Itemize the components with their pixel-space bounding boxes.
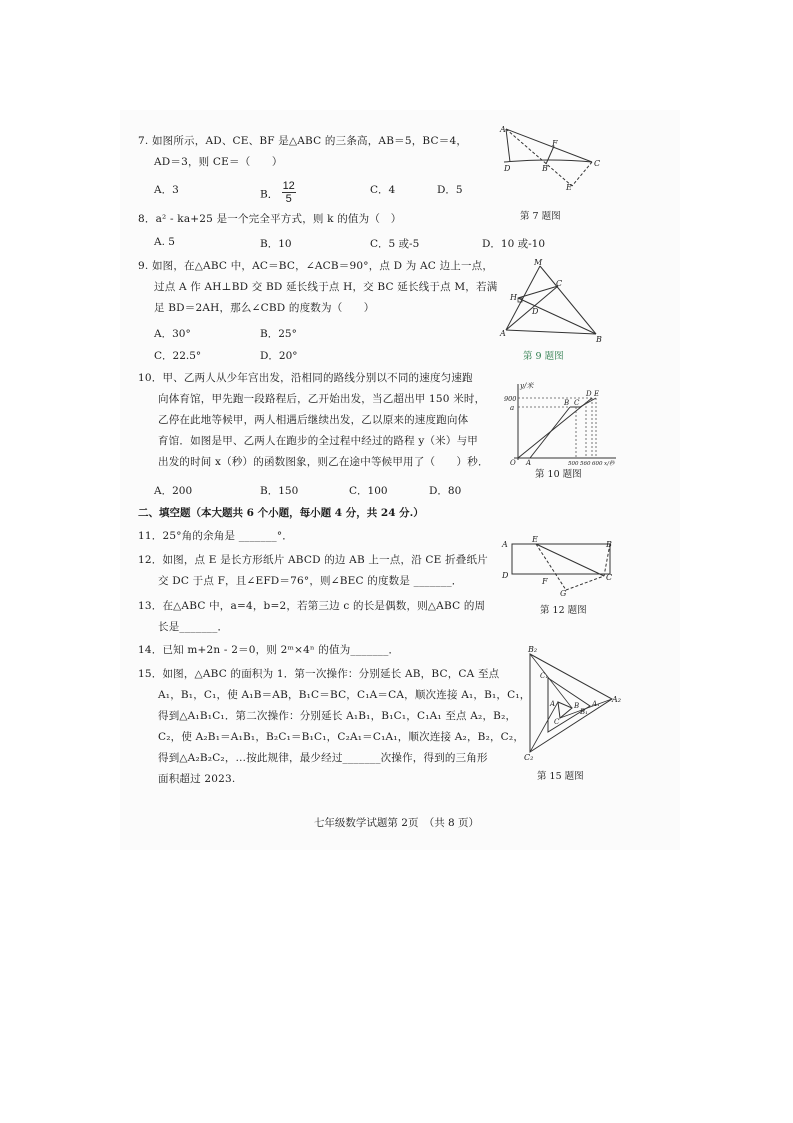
question-15-line-1: 15．如图，△ABC 的面积为 1．第一次操作：分别延长 AB，BC，CA 至点: [138, 668, 500, 680]
fig15-label-a: A: [550, 700, 556, 708]
option-d: D．5: [437, 184, 463, 196]
question-10-line-2: 向体育馆，甲先跑一段路程后，乙开始出发，当乙超出甲 150 米时，: [158, 393, 486, 405]
fig10-label-d: D: [586, 390, 592, 398]
figure-15-caption: 第 15 题图: [537, 771, 584, 782]
option-b-label: B．: [260, 188, 279, 201]
question-9-line-2: 过点 A 作 AH⊥BD 交 BD 延长线于点 H，交 BC 延长线于点 M，若满: [154, 281, 498, 293]
fig10-label-e: E: [594, 390, 600, 398]
option-d: D．10 或-10: [482, 238, 546, 250]
fig10-label-560: 560: [580, 461, 591, 467]
fig12-label-f: F: [542, 577, 548, 586]
figure-10: [504, 380, 622, 466]
question-15: [138, 664, 530, 790]
question-11-line-1: 11．25°角的余角是 _______°．: [138, 530, 294, 542]
fig7-label-b: B: [542, 164, 548, 173]
option-b: [260, 182, 296, 207]
question-8-line-1: 8．a² - ka+25 是一个完全平方式，则 k 的值为（ ）: [138, 213, 402, 225]
option-a: A. 5: [154, 236, 175, 248]
fig10-label-500: 500: [568, 461, 579, 467]
question-14: [138, 640, 399, 661]
question-15-line-3: 得到△A₁B₁C₁．第二次操作：分别延长 A₁B₁，B₁C₁，C₁A₁ 至点 A₂，B₂，: [158, 710, 517, 722]
fig9-label-m: M: [534, 258, 543, 267]
figure-9-caption: 第 9 题图: [523, 351, 564, 362]
fig9-label-a: A: [500, 329, 506, 338]
option-c: C．4: [370, 184, 396, 196]
question-10-line-5: 出发的时间 x（秒）的函数图象，则乙在途中等候甲用了（ ）秒．: [158, 456, 489, 468]
fraction-denominator: 5: [285, 193, 292, 205]
figure-12-caption: 第 12 题图: [540, 605, 587, 616]
question-7-line-1: 7. 如图所示，AD、CE、BF 是△ABC 的三条高，AB＝5，BC＝4，: [138, 135, 468, 147]
fig12-label-b: B: [606, 540, 612, 549]
fraction-numerator: 12: [282, 180, 295, 192]
fig15-label-c2: C₂: [524, 753, 534, 762]
figure-12: [498, 534, 618, 596]
question-9: [138, 256, 497, 319]
question-15-line-4: C₂，使 A₂B₁＝A₁B₁，B₂C₁＝B₁C₁，C₂A₁＝C₁A₁，顺次连接 A₂，B₂，C₂，: [158, 731, 525, 743]
fig15-label-b2: B₂: [528, 645, 538, 654]
fig7-label-d: D: [504, 164, 511, 173]
option-c: C．100: [349, 485, 388, 497]
page-footer: 七年级数学试题第 2页 （共 8 页）: [313, 817, 480, 829]
question-12-line-1: 12．如图，点 E 是长方形纸片 ABCD 的边 AB 上一点，沿 CE 折叠纸片: [138, 554, 488, 566]
fig15-label-a1: A₁: [592, 700, 600, 708]
question-15-line-5: 得到△A₂B₂C₂，…按此规律，最少经过_______次操作，得到的三角形: [158, 752, 488, 764]
figure-7-caption: 第 7 题图: [520, 211, 561, 222]
question-7-line-2: AD＝3，则 CE＝（ ）: [154, 156, 283, 168]
fig7-label-c: C: [594, 159, 601, 168]
figure-7: [496, 124, 608, 192]
option-b: B．25°: [260, 328, 297, 340]
fig15-label-c1: C₁: [540, 672, 549, 680]
fig9-label-d: D: [532, 307, 539, 316]
fig7-label-e: E: [566, 183, 572, 192]
question-15-line-2: A₁，B₁，C₁，使 A₁B＝AB，B₁C＝BC，C₁A＝CA，顺次连接 A₁，B₁，C₁，: [158, 689, 531, 701]
fig12-label-e: E: [532, 535, 538, 544]
figure-15: [520, 644, 620, 760]
fig10-label-y: y/米: [520, 382, 534, 390]
option-d: D．20°: [260, 350, 298, 362]
question-11: [138, 526, 293, 547]
question-7: [138, 131, 467, 173]
figure-9: [496, 256, 608, 346]
option-b: B．10: [260, 238, 292, 250]
question-12: [138, 550, 488, 592]
fig15-label-a2: A₂: [612, 695, 621, 704]
fig12-label-c: C: [606, 573, 613, 582]
question-15-line-6: 面积超过 2023.: [158, 773, 236, 785]
figure-10-caption: 第 10 题图: [535, 469, 582, 480]
option-b: B．150: [260, 485, 299, 497]
question-13-line-2: 长是_______．: [158, 621, 229, 633]
fig9-label-c: C: [556, 279, 563, 288]
fig15-label-b: B: [574, 702, 580, 710]
option-a: A．30°: [154, 328, 191, 340]
fig10-label-o: O: [510, 459, 516, 467]
fig12-label-a: A: [502, 540, 508, 549]
question-12-line-2: 交 DC 于点 F，且∠EFD＝76°，则∠BEC 的度数是 _______．: [158, 575, 463, 587]
fig10-label-a: A: [526, 459, 532, 467]
question-9-line-3: 足 BD＝2AH，那么∠CBD 的度数为（ ）: [154, 302, 375, 314]
fig10-label-a-value: a: [510, 404, 515, 412]
fraction-12-5: [282, 180, 296, 205]
fig7-label-a: A: [500, 125, 506, 134]
fig7-label-f: F: [552, 139, 558, 148]
question-8: [138, 209, 401, 230]
question-9-line-1: 9. 如图，在△ABC 中，AC＝BC，∠ACB＝90°，点 D 为 AC 边上一点，: [138, 260, 494, 272]
question-13: [138, 596, 485, 638]
section-2-heading: 二、填空题（本大题共 6 个小题，每小题 4 分，共 24 分.）: [138, 507, 424, 519]
fig15-label-c: C: [554, 718, 560, 726]
fig10-label-b: B: [564, 399, 570, 407]
fig10-label-900: 900: [504, 395, 517, 403]
option-a: A．200: [154, 485, 193, 497]
question-13-line-1: 13．在△ABC 中，a=4，b=2，若第三边 c 的长是偶数，则△ABC 的周: [138, 600, 486, 612]
option-a: A．3: [154, 184, 179, 196]
fig15-label-b1: B₁: [580, 708, 588, 716]
question-10-line-1: 10．甲、乙两人从少年宫出发，沿相同的路线分别以不同的速度匀速跑: [138, 372, 473, 384]
option-d: D．80: [429, 485, 462, 497]
fig10-label-c: C: [574, 399, 580, 407]
question-10-line-4: 育馆．如图是甲、乙两人在跑步的全过程中经过的路程 y（米）与甲: [158, 435, 478, 447]
question-10: [138, 368, 489, 473]
fig9-label-h: H: [510, 293, 517, 302]
question-10-line-3: 乙停在此地等候甲，两人相遇后继续出发，乙以原来的速度跑向体: [158, 414, 469, 426]
option-c: C．5 或-5: [370, 238, 420, 250]
question-14-line-1: 14．已知 m+2n - 2＝0，则 2ᵐ×4ⁿ 的值为_______．: [138, 644, 400, 656]
fig10-label-600: 600: [592, 461, 603, 467]
fig12-label-g: G: [560, 589, 567, 598]
fig9-label-b: B: [596, 335, 602, 344]
option-c: C．22.5°: [154, 350, 202, 362]
fig12-label-d: D: [502, 571, 509, 580]
fig10-label-x: x/秒: [604, 461, 615, 467]
